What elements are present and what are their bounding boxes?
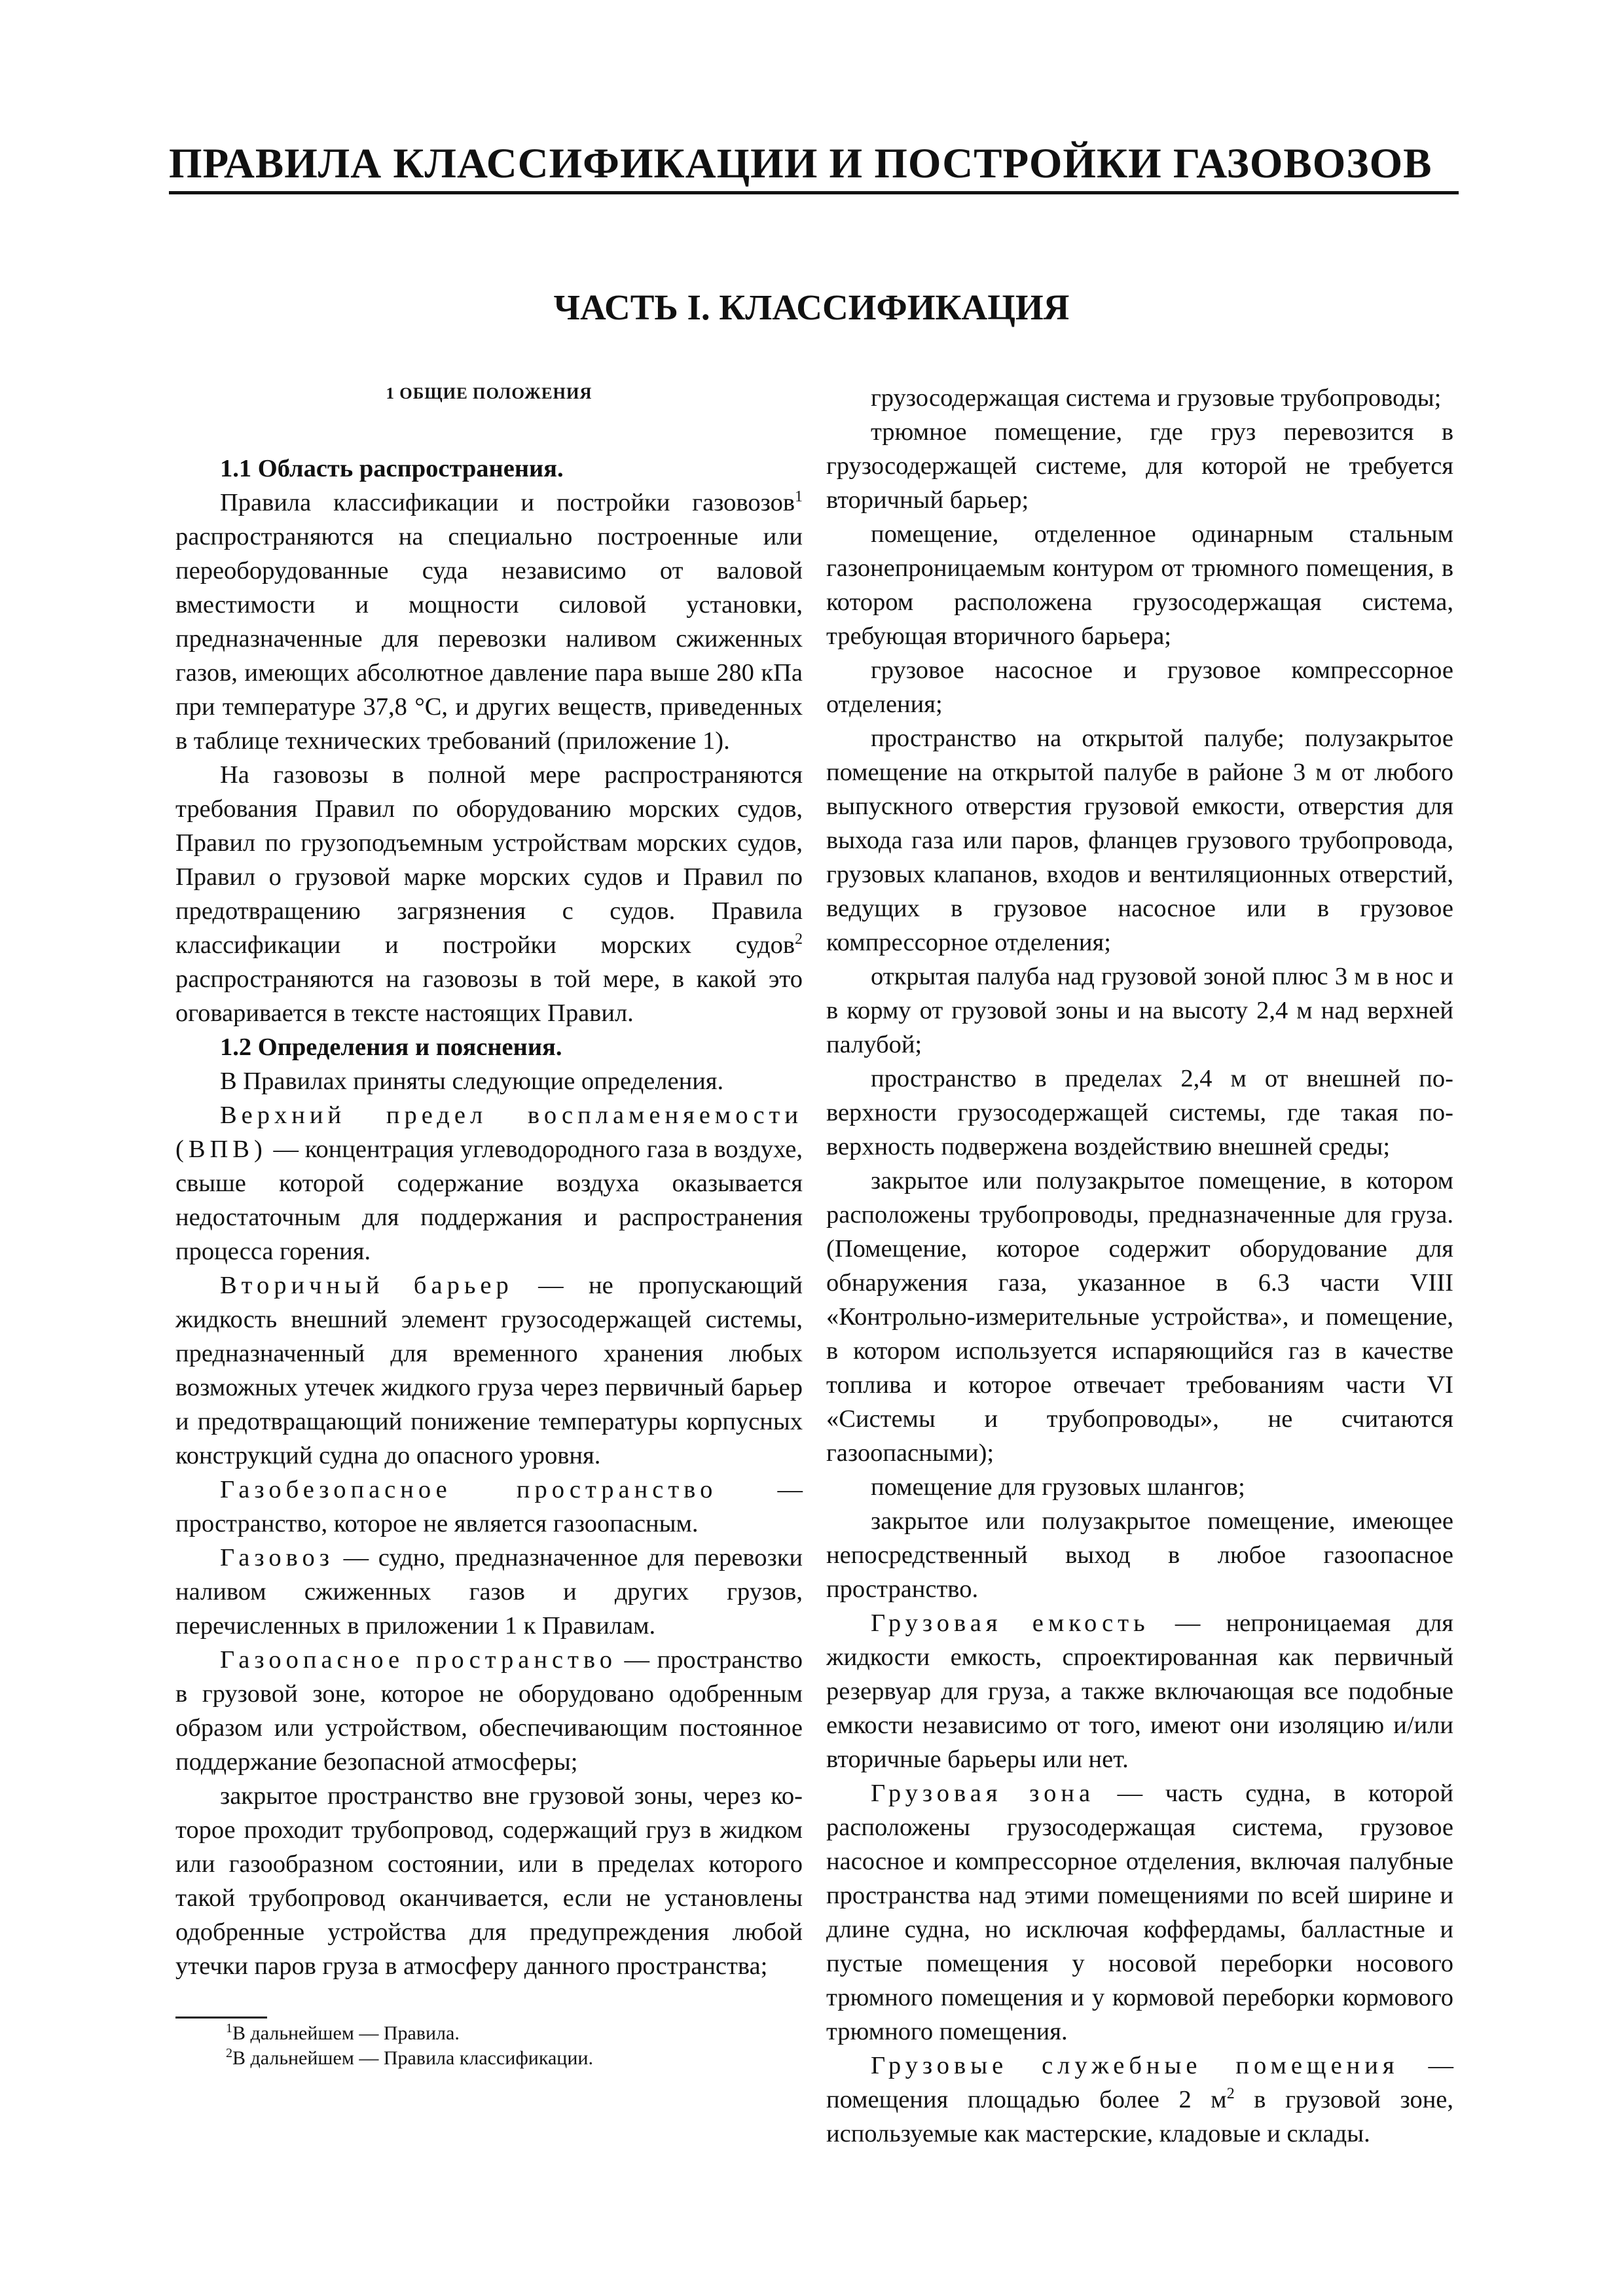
list-item: грузосодержащая система и грузовые трубопроводы; [871,384,1442,412]
footnotes [226,2021,815,2071]
definition [175,1541,803,1643]
paragraph [175,486,803,758]
subsection-heading [175,452,803,486]
paragraph-text: Правила классификации и постройки газовозов [220,489,795,516]
paragraph [175,758,803,1030]
definition-text: — пространство, которое не является газоопасным. [175,1476,803,1537]
definition [175,1643,803,1779]
definition [826,2049,1453,2151]
definition-term: Вторичный барьер [220,1272,513,1299]
section-title: 1 ОБЩИЕ ПОЛОЖЕНИЯ [386,385,593,403]
footnote-separator [175,2017,267,2018]
definition [175,1268,803,1473]
subsection-title: 1.2 Определения и пояснения. [220,1033,562,1061]
footnote [226,2021,815,2046]
subsection-heading [175,1030,803,1064]
definition-text: в грузовой зоне, используемые как мастерские, кладовые и склады. [826,2086,1454,2147]
document-title: ПРАВИЛА КЛАССИФИКАЦИИ И ПОСТРОЙКИ ГАЗОВОЗОВ [169,140,1432,187]
part-title: ЧАСТЬ I. КЛАССИФИКАЦИЯ [553,287,1070,327]
footnote-mark: 2 [226,2046,232,2060]
definition-term: Газовоз [220,1544,334,1571]
definition [175,1473,803,1541]
definition-text: — непроницаемая для жидкости емкость, спроектированная как первичный резервуар для груза, а также включающая все подобные емкости независимо от того, имеют они изоляцию и/или вторичные барьеры или нет. [826,1609,1453,1773]
paragraph: В Правилах приняты следующие определения. [220,1067,724,1095]
list-item: закрытое или полузакрытое помещение, в котором расположены трубопроводы, предназначенные для груза. (Помещение, которое содержит оборудование для обнаружения газа, указанное в 6.3 части VIII «Контрольно-измерительные устройства», и помещение, в котором используется испаряющийся газ в качестве топлива и которое отвечает требованиям части VI «Системы и трубопроводы», не считаются газоопасными); [826,1167,1453,1467]
footnote-text: В дальнейшем — Правила. [232,2022,460,2044]
list-item: закрытое или полузакрытое помещение, имеющее непосредственный выход в любое газоопасное пространство. [826,1507,1453,1603]
superscript: 2 [1226,2085,1235,2103]
definition-text: — не пропускающий жидкость внешний элемент грузосодержащей системы, предназначенный для временного хранения любых возможных утечек жидкого груза через первичный барьер и предотвращающий понижение температуры корпусных конструкций судна до опасного уровня. [175,1272,803,1469]
definition-term: Грузовые служебные помещения [871,2052,1399,2079]
list-item: пространство в пределах 2,4 м от внешней поверхности грузосодержащей системы, где такая поверхность подвержена воздействию внешней среды; [826,1065,1453,1160]
list-item: открытая палуба над грузовой зоной плюс 3 м в нос и в корму от грузовой зоны и на высоту 2,4 м над верхней палубой; [826,963,1453,1058]
list-item: помещение, отделенное одинарным стальным газонепроницаемым контуром от трюмного помещения, в котором расположена грузосодержащая система, требующая вторичного барьера; [826,520,1453,650]
footnote [226,2046,815,2071]
definition-text: — часть судна, в которой расположены грузосодержащая система, грузовое насосное и компрессорное отделения, включая палубные пространства над этими помещениями по всей ширине и длине судна, но исключая коффердамы, балластные и пустые помещения у носовой переборки носового трюмного помещения и у кормовой переборки кормового трюмного помещения. [826,1780,1453,2045]
definition [826,1606,1453,1776]
footnote-ref: 1 [795,488,803,506]
title-underline [169,191,1459,194]
definition-term: Газоопасное пространство [220,1646,617,1674]
left-column [175,381,803,1983]
definition-term: Грузовая зона [871,1780,1095,1807]
paragraph-text: На газовозы в полной мере распространяются требования Правил по оборудованию морских судов, Правил по грузоподъемным устройствам морских судов, Правил о грузовой марке морских судов и Правил по предотвращению загрязнения с судов. Правила классификации и постройки морских судов [175,761,803,959]
definition-text: — концентрация углеводородного газа в воздухе, свыше которой содержание воздуха оказывается недостаточным для поддержания и распространения процесса горения. [175,1136,803,1265]
right-column [826,381,1453,2151]
definition-text: — пространство в грузовой зоне, которое не оборудовано одобренным образом или устройством, обеспечивающим постоянное поддержание безопасной атмосферы; [175,1646,803,1776]
paragraph: закрытое пространство вне грузовой зоны, через которое проходит трубопровод, содержащий груз в жидком или газообразном состоянии, или в пределах которого такой трубопровод оканчивается, если не установлены одобренные устройства для предупреждения любой утечки паров груза в атмосферу данного пространства; [175,1782,803,1980]
definition [175,1098,803,1268]
paragraph-text: распространяются на газовозы в той мере, в какой это оговаривается в тексте настоящих Правил. [175,965,803,1027]
list-item: пространство на открытой палубе; полузакрытое помещение на открытой палубе в районе 3 м от любого выпускного отверстия грузовой емкости, отверстия для выхода газа или паров, фланцев грузового трубопровода, грузовых клапанов, входов и вентиляционных отверстий, ведущих в грузовое насосное или в грузовое компрессорное отделения; [826,725,1453,956]
subsection-title: 1.1 Область распространения. [220,455,564,482]
list-item: помещение для грузовых шлангов; [871,1473,1245,1501]
definition-text: — судно, предназначенное для перевозки наливом сжиженных газов и других грузов, перечисленных в приложении 1 к Правилам. [175,1544,803,1640]
definition-term: Газобезопасное пространство [220,1476,718,1503]
list-item: трюмное помещение, где груз перевозится в грузосодержащей системе, для которой не требуется вторичный барьер; [826,418,1453,514]
definition-term: Грузовая емкость [871,1609,1150,1637]
definition [826,1776,1453,2049]
footnote-text: В дальнейшем — Правила классификации. [232,2047,593,2069]
footnote-ref: 2 [795,931,803,948]
list-item: грузовое насосное и грузовое компрессорное отделения; [826,656,1453,718]
definition-term: Верхний предел воспламеняемости (ВПВ) [175,1102,803,1163]
definition-text: — помещения площадью более 2 м [826,2052,1453,2113]
footnote-mark: 1 [226,2021,232,2036]
paragraph-text: распространяются на специально построенные или переоборудованные суда независимо от валовой вместимости и мощности силовой установки, предназначенные для перевозки наливом сжиженных газов, имеющих абсолютное давление пара выше 280 кПа при температуре 37,8 °С, и других веществ, приведенных в таблице технических требований (приложение 1). [175,523,803,755]
